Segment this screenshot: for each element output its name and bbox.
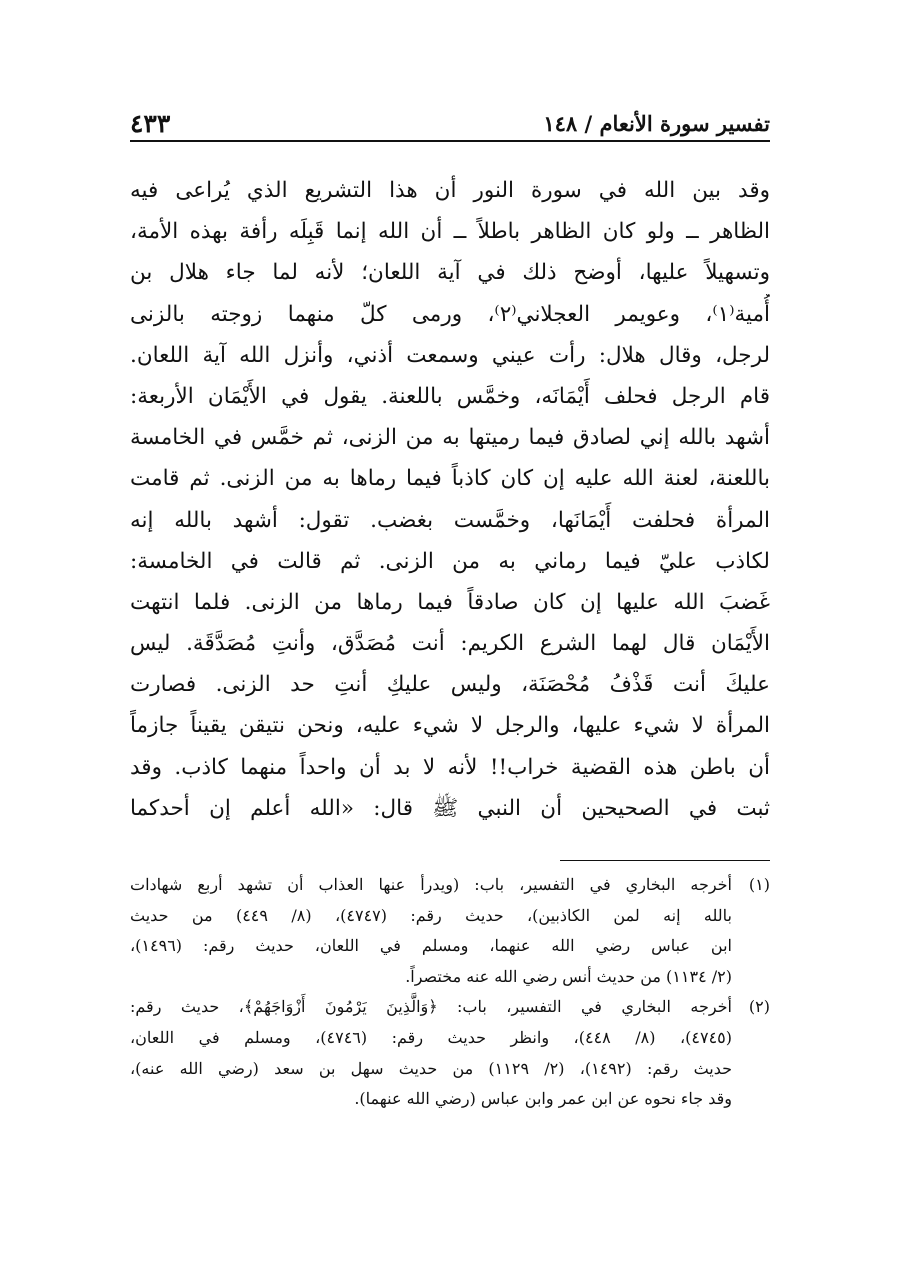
text-line: المرأة فحلفت أَيْمَانَها، وخمَّست بغضب. تقول: أشهد بالله إنه bbox=[130, 507, 770, 533]
text-line: وتسهيلاً عليها، أوضح ذلك في آية اللعان؛ لأنه لما جاء هلال بن bbox=[130, 260, 770, 286]
text-line: أشهد بالله إني لصادق فيما رميتها به من الزنى، ثم خمَّس في الخامسة bbox=[130, 425, 770, 451]
text-line: أن باطن هذه القضية خراب!! لأنه لا بد أن واحداً منهما كاذب. وقد bbox=[130, 754, 770, 780]
footnote-2 bbox=[130, 992, 770, 1114]
footnote-text: أخرجه البخاري في التفسير، باب: (ويدرأ عنها العذاب أن تشهد أربع شهادات bbox=[130, 875, 732, 894]
text-line: عليكَ أنت قَذْفُ مُحْصَنَة، وليس عليكِ أنتِ حد الزنى. فصارت bbox=[130, 672, 770, 698]
text-line: باللعنة، لعنة الله عليه إن كان كاذباً فيما رماها به من الزنى. ثم قامت bbox=[130, 466, 770, 492]
footnote-marker: (٢) bbox=[748, 997, 770, 1017]
text-line: الأَيْمَان قال لهما الشرع الكريم: أنت مُصَدَّق، وأنتِ مُصَدَّقَة. ليس bbox=[130, 631, 770, 657]
footnote-text: أخرجه البخاري في التفسير، باب: ﴿وَالَّذِينَ يَرْمُونَ أَزْوَاجَهُمْ﴾، حديث رقم: bbox=[130, 997, 732, 1017]
text-line: غَضبَ الله عليها إن كان صادقاً فيما رماها من الزنى. فلما انتهت bbox=[130, 589, 770, 615]
text-line: أُمية⁽١⁾، وعويمر العجلاني⁽٢⁾، ورمى كلّ منهما زوجته بالزنى bbox=[130, 301, 770, 327]
text-line: المرأة لا شيء عليها، والرجل لا شيء عليه، ونحن نتيقن يقيناً جازماً bbox=[130, 713, 770, 739]
footnote-line: وقد جاء نحوه عن ابن عمر وابن عباس (رضي الله عنهما). bbox=[354, 1089, 732, 1109]
running-title: تفسير سورة الأنعام / ١٤٨ bbox=[543, 111, 770, 136]
page-header bbox=[130, 96, 770, 142]
text-line: لرجل، وقال هلال: رأت عيني وسمعت أذني، وأنزل الله آية اللعان. bbox=[130, 342, 770, 368]
text-line: الظاهر ــ ولو كان الظاهر باطلاً ــ أن الله إنما قَبِلَه رأفة بهذه الأمة، bbox=[130, 219, 770, 245]
footnote-divider bbox=[560, 860, 770, 861]
footnote-marker: (١) bbox=[748, 875, 770, 894]
footnotes bbox=[130, 870, 770, 1115]
footnote-1 bbox=[130, 870, 770, 992]
footnote-line: بالله إنه لمن الكاذبين)، حديث رقم: (٤٧٤٧)، (٨/ ٤٤٩) من حديث bbox=[130, 905, 732, 925]
footnote-line: (٤٧٤٥)، (٨/ ٤٤٨)، وانظر حديث رقم: (٤٧٤٦)، ومسلم في اللعان، bbox=[130, 1027, 733, 1047]
footnote-line: (٢/ ١١٣٤) من حديث أنس رضي الله عنه مختصراً. bbox=[405, 966, 732, 986]
text-line: وقد بين الله في سورة النور أن هذا التشريع الذي يُراعى فيه bbox=[130, 178, 770, 203]
footnote-line bbox=[130, 992, 770, 1023]
text-line: ثبت في الصحيحين أن النبي ﷺ قال: «الله أعلم إن أحدكما bbox=[130, 795, 770, 821]
main-text bbox=[130, 170, 770, 829]
page-number: ٤٣٣ bbox=[130, 109, 171, 138]
footnote-line: حديث رقم: (١٤٩٢)، (٢/ ١١٢٩) من حديث سهل بن سعد (رضي الله عنه)، bbox=[130, 1058, 733, 1078]
footnote-line: ابن عباس رضي الله عنهما، ومسلم في اللعان، حديث رقم: (١٤٩٦)، bbox=[130, 936, 732, 956]
text-line: لكاذب عليّ فيما رماني به من الزنى. ثم قالت في الخامسة: bbox=[130, 548, 770, 574]
text-line: قام الرجل فحلف أَيْمَانَه، وخمَّس باللعنة. يقول في الأَيْمَان الأربعة: bbox=[130, 383, 770, 409]
footnote-line bbox=[130, 870, 770, 901]
